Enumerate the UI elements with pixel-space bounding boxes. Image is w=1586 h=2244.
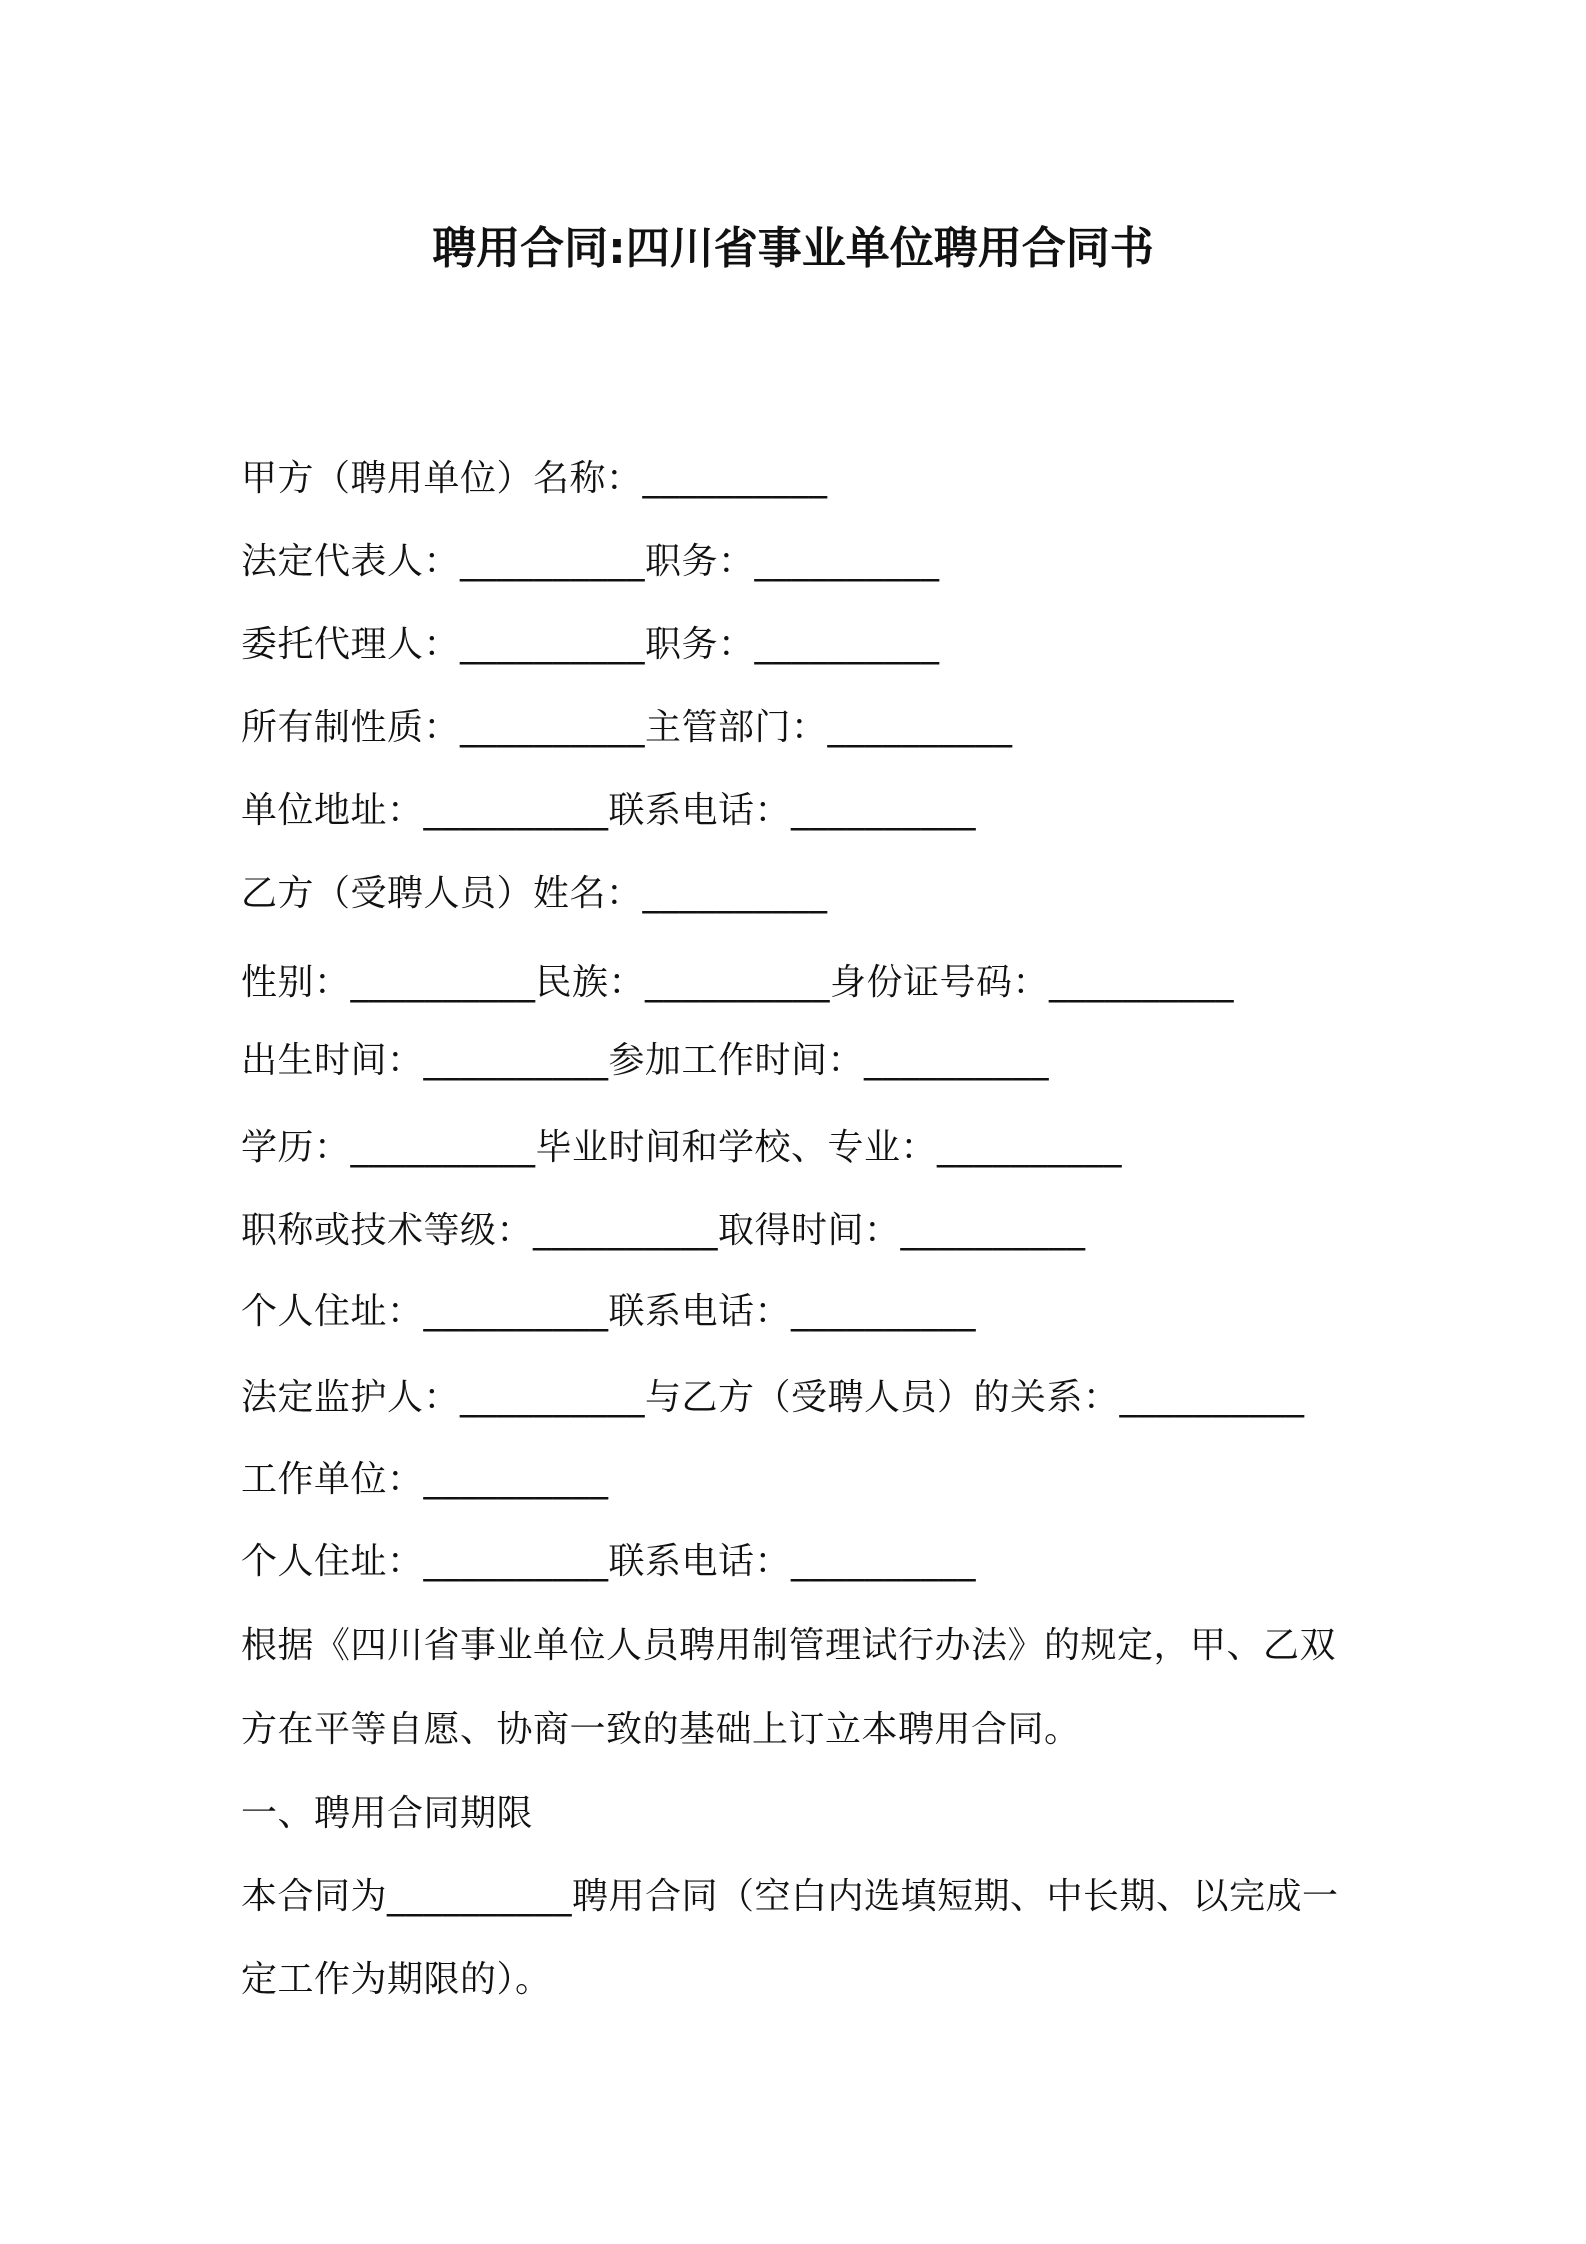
field-work-unit: 工作单位：__________ <box>241 1459 609 1500</box>
paragraph-term-line-1: 本合同为__________聘用合同（空白内选填短期、中长期、以完成一 <box>241 1876 1339 1917</box>
field-personal-address: 个人住址：__________联系电话：__________ <box>241 1291 977 1332</box>
field-guardian-address: 个人住址：__________联系电话：__________ <box>241 1541 977 1582</box>
field-legal-guardian: 法定监护人：__________与乙方（受聘人员）的关系：__________ <box>241 1377 1305 1418</box>
field-legal-representative: 法定代表人：__________职务：__________ <box>241 541 940 582</box>
field-birth-work-time: 出生时间：__________参加工作时间：__________ <box>241 1040 1050 1081</box>
field-party-b-name: 乙方（受聘人员）姓名：__________ <box>241 873 828 914</box>
field-title-grade: 职称或技术等级：__________取得时间：__________ <box>241 1210 1086 1251</box>
paragraph-basis-line-2: 方在平等自愿、协商一致的基础上订立本聘用合同。 <box>241 1709 1081 1750</box>
section-heading-term: 一、聘用合同期限 <box>241 1793 534 1834</box>
paragraph-term-line-2: 定工作为期限的）。 <box>241 1959 552 2000</box>
field-ownership-type: 所有制性质：__________主管部门：__________ <box>241 707 1013 748</box>
field-education: 学历：__________毕业时间和学校、专业：__________ <box>241 1127 1123 1168</box>
document-title: 聘用合同:四川省事业单位聘用合同书 <box>432 223 1154 274</box>
field-party-a-name: 甲方（聘用单位）名称：__________ <box>241 458 828 499</box>
field-unit-address: 单位地址：__________联系电话：__________ <box>241 790 977 831</box>
field-authorized-agent: 委托代理人：__________职务：__________ <box>241 624 940 665</box>
field-gender-ethnicity-id: 性别：__________民族：__________身份证号码：__________ <box>241 962 1235 1003</box>
paragraph-basis-line-1: 根据《四川省事业单位人员聘用制管理试行办法》的规定，甲、乙双 <box>241 1625 1337 1666</box>
